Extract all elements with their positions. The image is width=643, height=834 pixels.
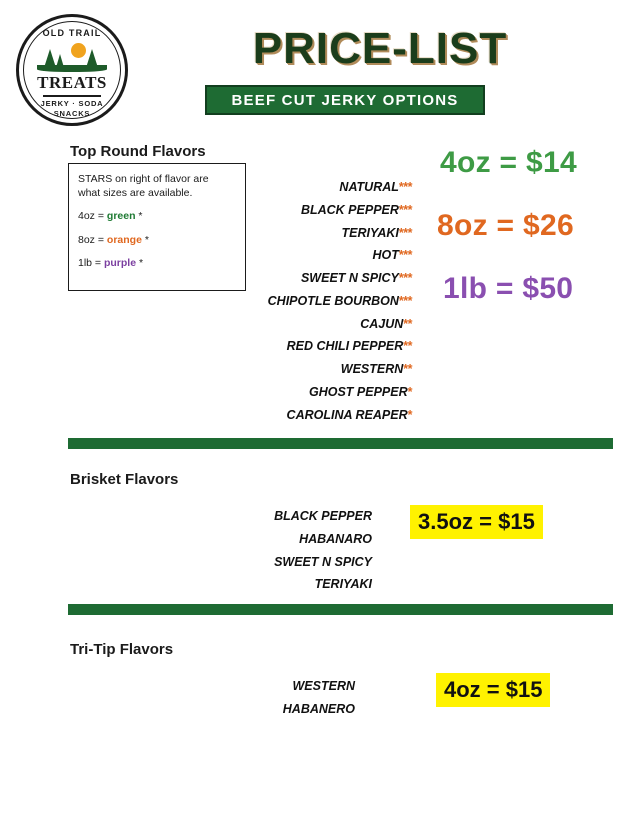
section-heading-brisket: Brisket Flavors — [70, 471, 179, 488]
flavor-name: BLACK PEPPER — [300, 202, 399, 217]
flavor-name: CAJUN — [360, 316, 404, 331]
flavor-size-stars: *** — [398, 248, 412, 263]
legend-intro-line-1: STARS on right of flavor are — [78, 173, 209, 185]
flavor-row — [160, 222, 412, 245]
flavor-name: HOT — [372, 248, 399, 263]
flavor-name: CHIPOTLE BOURBON — [267, 293, 399, 308]
subtitle-banner — [205, 85, 485, 115]
ground-shape — [37, 65, 107, 72]
legend-item-8oz-prefix: 8oz = — [78, 233, 107, 246]
legend-intro-line-2: what sizes are available. — [78, 187, 193, 200]
flavor-name: WESTERN — [340, 362, 404, 376]
flavor-list-tri-tip — [160, 675, 355, 721]
flavor-name: GHOST PEPPER — [308, 384, 408, 399]
flavor-name: BLACK PEPPER — [274, 509, 372, 523]
price-top-round-8oz: 8oz = $26 — [437, 209, 574, 242]
flavor-size-stars: *** — [398, 225, 412, 240]
flavor-size-stars: ** — [403, 316, 412, 331]
logo-subtext-1: JERKY · SODA — [40, 99, 104, 108]
flavor-row — [160, 528, 372, 551]
section-divider — [68, 604, 613, 615]
legend-item-8oz-swatch: orange — [106, 233, 142, 246]
price-top-round-4oz: 4oz = $14 — [440, 146, 577, 179]
flavor-row — [160, 675, 355, 698]
flavor-row — [160, 381, 412, 404]
price-tri-tip: 4oz = $15 — [436, 673, 550, 707]
flavor-list-top-round — [160, 176, 412, 426]
legend-item-1lb-suffix: * — [136, 256, 144, 269]
logo-top-text: OLD TRAIL — [42, 28, 102, 38]
price-brisket: 3.5oz = $15 — [410, 505, 543, 539]
logo-brand-name: TREATS — [37, 73, 107, 92]
flavor-row — [160, 313, 412, 336]
flavor-size-stars: *** — [398, 271, 412, 285]
flavor-list-brisket — [160, 505, 372, 596]
flavor-row — [160, 176, 412, 199]
page-title: PRICE-LIST — [252, 24, 508, 73]
legend-item-1lb-swatch: purple — [103, 256, 137, 269]
subtitle-text: BEEF CUT JERKY OPTIONS — [231, 91, 459, 109]
flavor-row — [160, 404, 412, 427]
flavor-name: CAROLINA REAPER — [286, 407, 408, 422]
legend-item-4oz-suffix: * — [135, 210, 143, 223]
flavor-name: SWEET N SPICY — [274, 554, 372, 569]
section-heading-top-round: Top Round Flavors — [70, 143, 206, 160]
legend-item-4oz-swatch: green — [106, 210, 136, 223]
flavor-size-stars: * — [407, 407, 412, 422]
flavor-size-stars: *** — [398, 202, 412, 217]
flavor-name: TERIYAKI — [341, 225, 399, 240]
logo-subtext-2: SNACKS — [53, 109, 91, 118]
flavor-name: HABANERO — [282, 701, 355, 716]
logo-trail-scene-icon — [37, 41, 107, 71]
flavor-size-stars: *** — [398, 180, 412, 194]
section-heading-tri-tip: Tri-Tip Flavors — [70, 641, 174, 658]
section-divider — [68, 438, 613, 449]
flavor-name: WESTERN — [292, 679, 355, 693]
legend-item-4oz-prefix: 4oz = — [78, 210, 107, 223]
flavor-row — [160, 267, 412, 290]
flavor-size-stars: *** — [398, 293, 412, 308]
flavor-row — [160, 573, 372, 596]
flavor-row — [160, 505, 372, 528]
flavor-name: SWEET N SPICY — [300, 271, 399, 285]
legend-item-1lb-prefix: 1lb = — [78, 256, 104, 269]
flavor-name: NATURAL — [339, 180, 399, 194]
flavor-row — [160, 698, 355, 721]
flavor-row — [160, 199, 412, 222]
flavor-row — [160, 551, 372, 574]
logo-divider — [43, 95, 101, 97]
flavor-size-stars: ** — [403, 339, 412, 354]
flavor-name: TERIYAKI — [314, 577, 372, 592]
flavor-row — [160, 290, 412, 313]
flavor-name: HABANARO — [299, 531, 372, 546]
legend-item-8oz-suffix: * — [141, 233, 149, 246]
flavor-row — [160, 244, 412, 267]
price-top-round-1lb: 1lb = $50 — [443, 272, 574, 305]
flavor-name: RED CHILI PEPPER — [286, 339, 404, 354]
flavor-size-stars: ** — [403, 362, 412, 376]
flavor-row — [160, 335, 412, 358]
flavor-row — [160, 358, 412, 381]
sun-icon — [71, 43, 86, 58]
brand-logo — [16, 14, 128, 126]
flavor-size-stars: * — [407, 384, 412, 399]
